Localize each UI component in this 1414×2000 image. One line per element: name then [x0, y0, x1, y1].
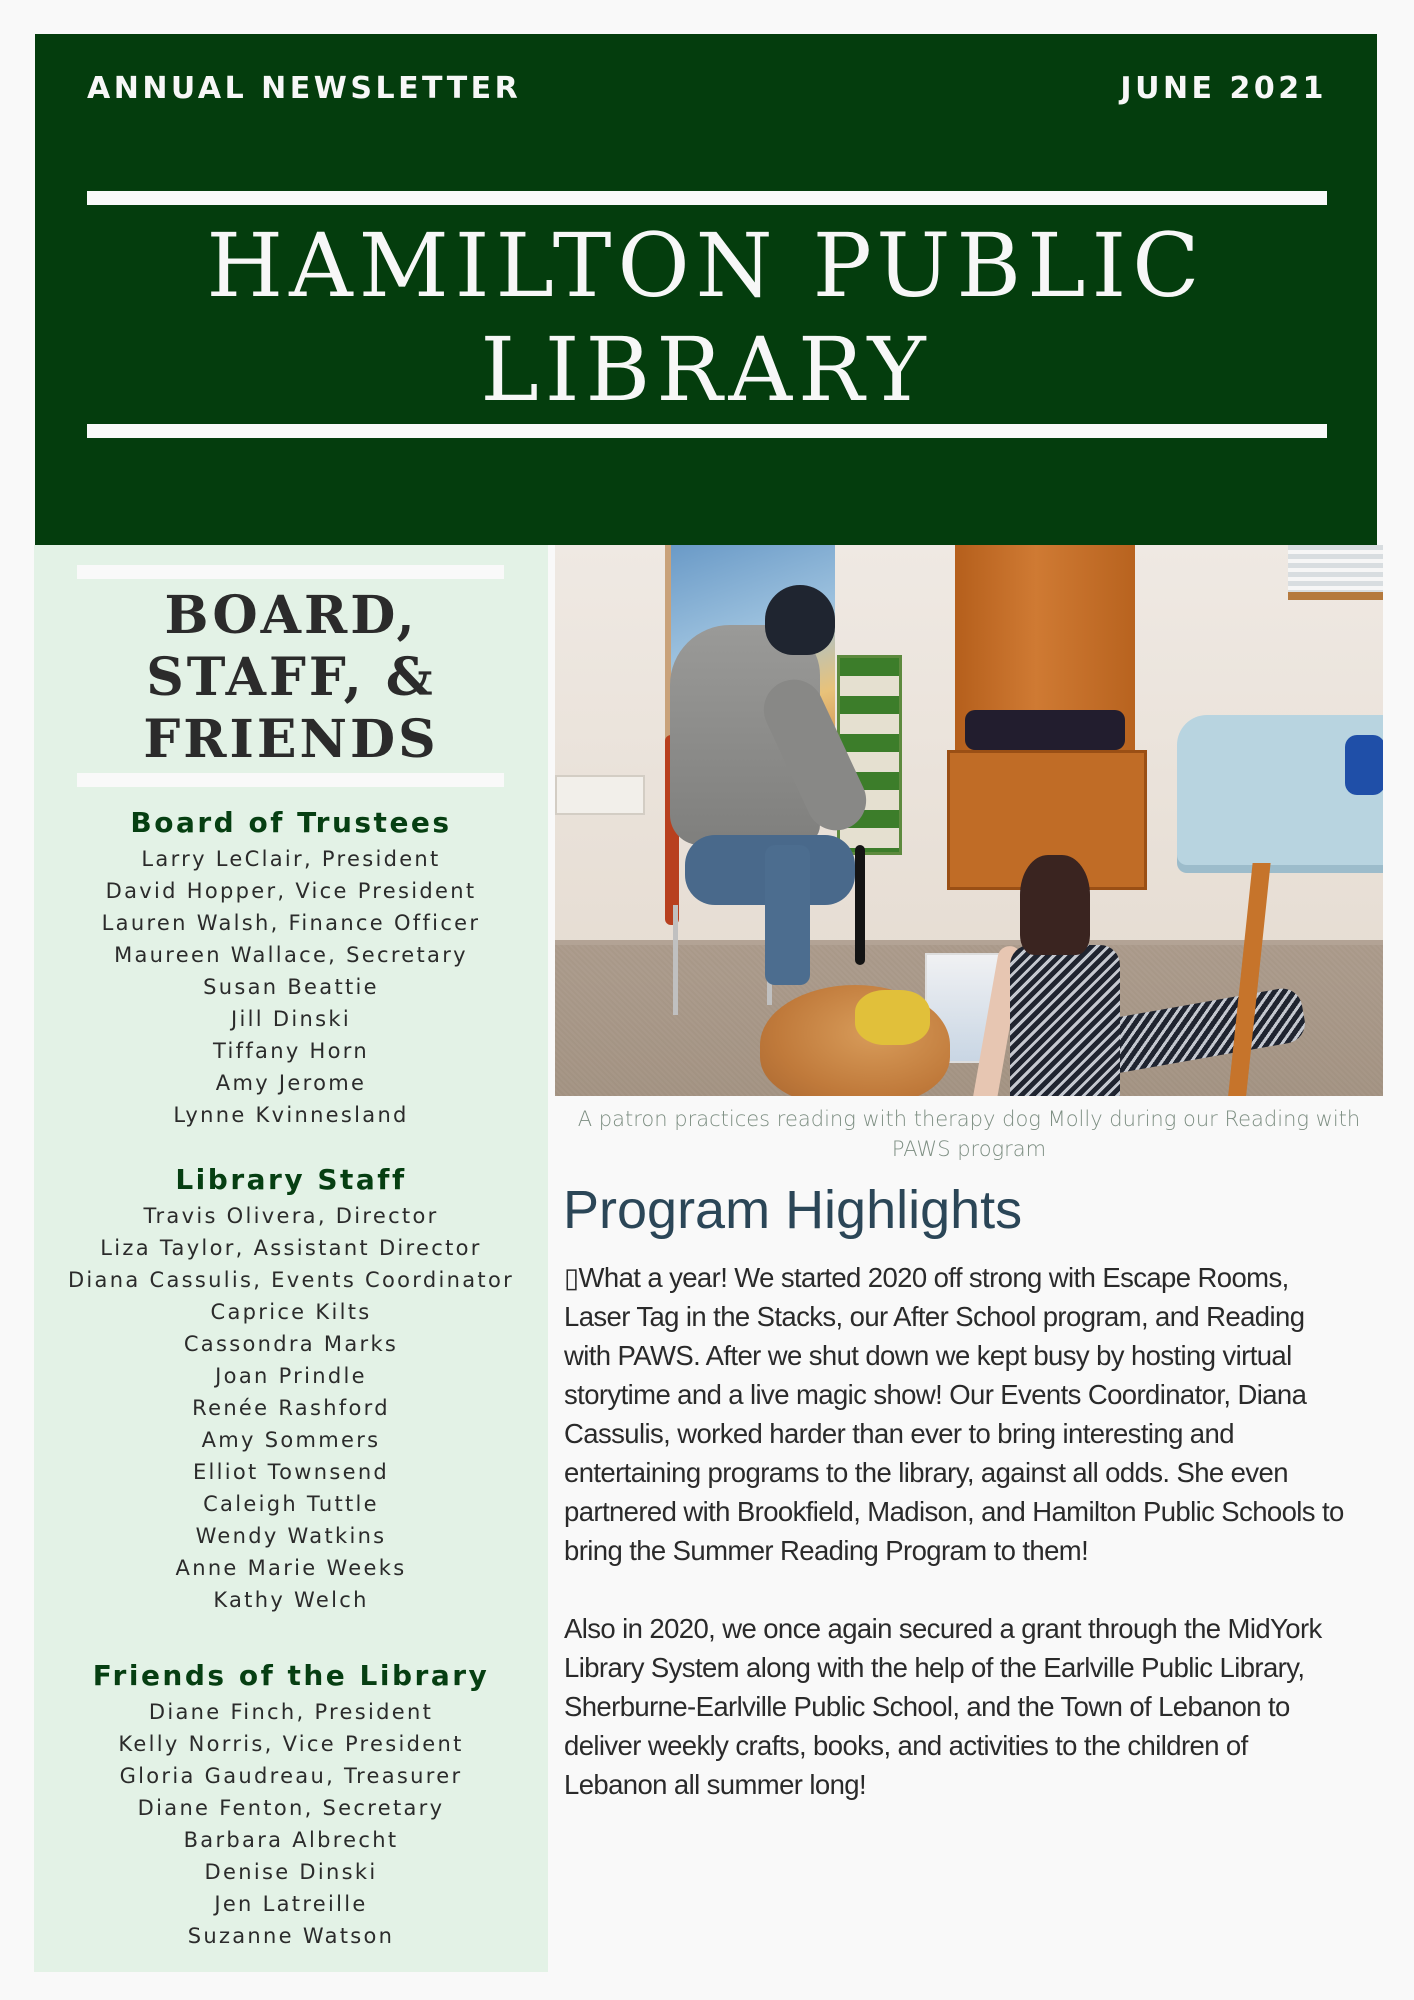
list-item: Amy Sommers	[201, 1428, 381, 1452]
header-divider-bottom	[87, 424, 1327, 438]
name-list	[34, 843, 548, 1131]
cushion	[965, 710, 1125, 750]
list-item: Lauren Walsh, Finance Officer	[101, 911, 481, 935]
sidebar-divider-top	[77, 565, 504, 579]
list-item: Gloria Gaudreau, Treasurer	[119, 1764, 463, 1788]
list-item: Kathy Welch	[213, 1588, 369, 1612]
list-item: Amy Jerome	[215, 1071, 367, 1095]
girl-hair	[1020, 855, 1090, 955]
reading-with-paws-photo	[555, 545, 1383, 1096]
list-item: Diane Fenton, Secretary	[137, 1796, 445, 1820]
list-item: Barbara Albrecht	[183, 1828, 399, 1852]
list-item: Jen Latreille	[214, 1892, 368, 1916]
man-cap	[765, 585, 835, 655]
list-item: Cassondra Marks	[183, 1332, 399, 1356]
friends-of-the-library-section	[34, 1658, 548, 1952]
library-title-line-2: LIBRARY	[480, 318, 932, 421]
board-of-trustees-section	[34, 805, 548, 1131]
paragraph: Also in 2020, we once again secured a grant through the MidYork Library System along with the help of the Earlville Public Library, Sherburne-Earlville Public School, and the Town of Lebanon to deliver weekly crafts, books, and activities to the children of Lebanon all summer long!	[564, 1613, 1322, 1800]
sidebar-title-line-3: FRIENDS	[143, 709, 439, 770]
program-highlights-body	[564, 1258, 1344, 1843]
list-item: Jill Dinski	[231, 1007, 351, 1031]
name-list	[34, 1696, 548, 1952]
list-item: Caleigh Tuttle	[203, 1492, 379, 1516]
sidebar-title	[34, 585, 548, 771]
list-item: Elliot Townsend	[192, 1460, 390, 1484]
issue-date: JUNE 2021	[1120, 71, 1327, 106]
photo-caption: A patron practices reading with therapy dog Molly during our Reading with PAWS program	[577, 1107, 1361, 1161]
paragraph: ▯What a year! We started 2020 off strong with Escape Rooms, Laser Tag in the Stacks, our After School program, and Reading with PAWS. After we shut down we kept busy by hosting virtual storytime and a live magic show! Our Events Coordinator, Diana Cassulis, worked harder than ever to bring interesting and entertaining programs to the library, against all odds. She even partnered with Brookfield, Madison, and Hamilton Public Schools to bring the Summer Reading Program to them!	[564, 1262, 1344, 1566]
section-heading: Library Staff	[175, 1163, 407, 1196]
list-item: Susan Beattie	[203, 975, 379, 999]
dog-vest	[855, 990, 930, 1045]
blue-toy	[1345, 735, 1383, 795]
list-item: Renée Rashford	[192, 1396, 390, 1420]
program-highlights-title: Program Highlights	[563, 1180, 1023, 1240]
list-item: Larry LeClair, President	[141, 847, 441, 871]
roster-sidebar	[34, 545, 548, 1972]
list-item: Caprice Kilts	[210, 1300, 372, 1324]
name-list	[34, 1200, 548, 1616]
newsletter-type-label: ANNUAL NEWSLETTER	[87, 71, 522, 106]
list-item: Liza Taylor, Assistant Director	[100, 1236, 482, 1260]
chair-leg	[673, 905, 678, 1015]
window-blinds	[1288, 545, 1383, 600]
list-item: Diana Cassulis, Events Coordinator	[67, 1268, 515, 1292]
section-heading: Friends of the Library	[92, 1659, 490, 1692]
header-divider-top	[87, 191, 1327, 205]
list-item: Denise Dinski	[204, 1860, 378, 1884]
list-item: Kelly Norris, Vice President	[118, 1732, 464, 1756]
baseboard-heater	[555, 775, 645, 815]
list-item: Maureen Wallace, Secretary	[114, 943, 468, 967]
list-item: Wendy Watkins	[195, 1524, 387, 1548]
list-item: Travis Olivera, Director	[143, 1204, 439, 1228]
leash	[855, 845, 865, 965]
library-title-line-1: HAMILTON PUBLIC	[206, 214, 1206, 317]
list-item: Suzanne Watson	[187, 1924, 395, 1948]
man-shin	[765, 845, 810, 985]
list-item: Joan Prindle	[215, 1364, 367, 1388]
sidebar-title-line-2: STAFF, &	[146, 647, 436, 708]
sidebar-divider-bottom	[77, 773, 504, 787]
list-item: Diane Finch, President	[148, 1700, 434, 1724]
section-heading: Board of Trustees	[130, 806, 452, 839]
library-staff-section	[34, 1162, 548, 1616]
list-item: Tiffany Horn	[213, 1039, 369, 1063]
list-item: David Hopper, Vice President	[105, 879, 477, 903]
list-item: Lynne Kvinnesland	[173, 1103, 409, 1127]
list-item: Anne Marie Weeks	[175, 1556, 407, 1580]
girl-body	[1010, 945, 1120, 1096]
sidebar-title-line-1: BOARD,	[164, 585, 418, 646]
library-title	[35, 214, 1377, 422]
newsletter-header	[35, 34, 1377, 545]
